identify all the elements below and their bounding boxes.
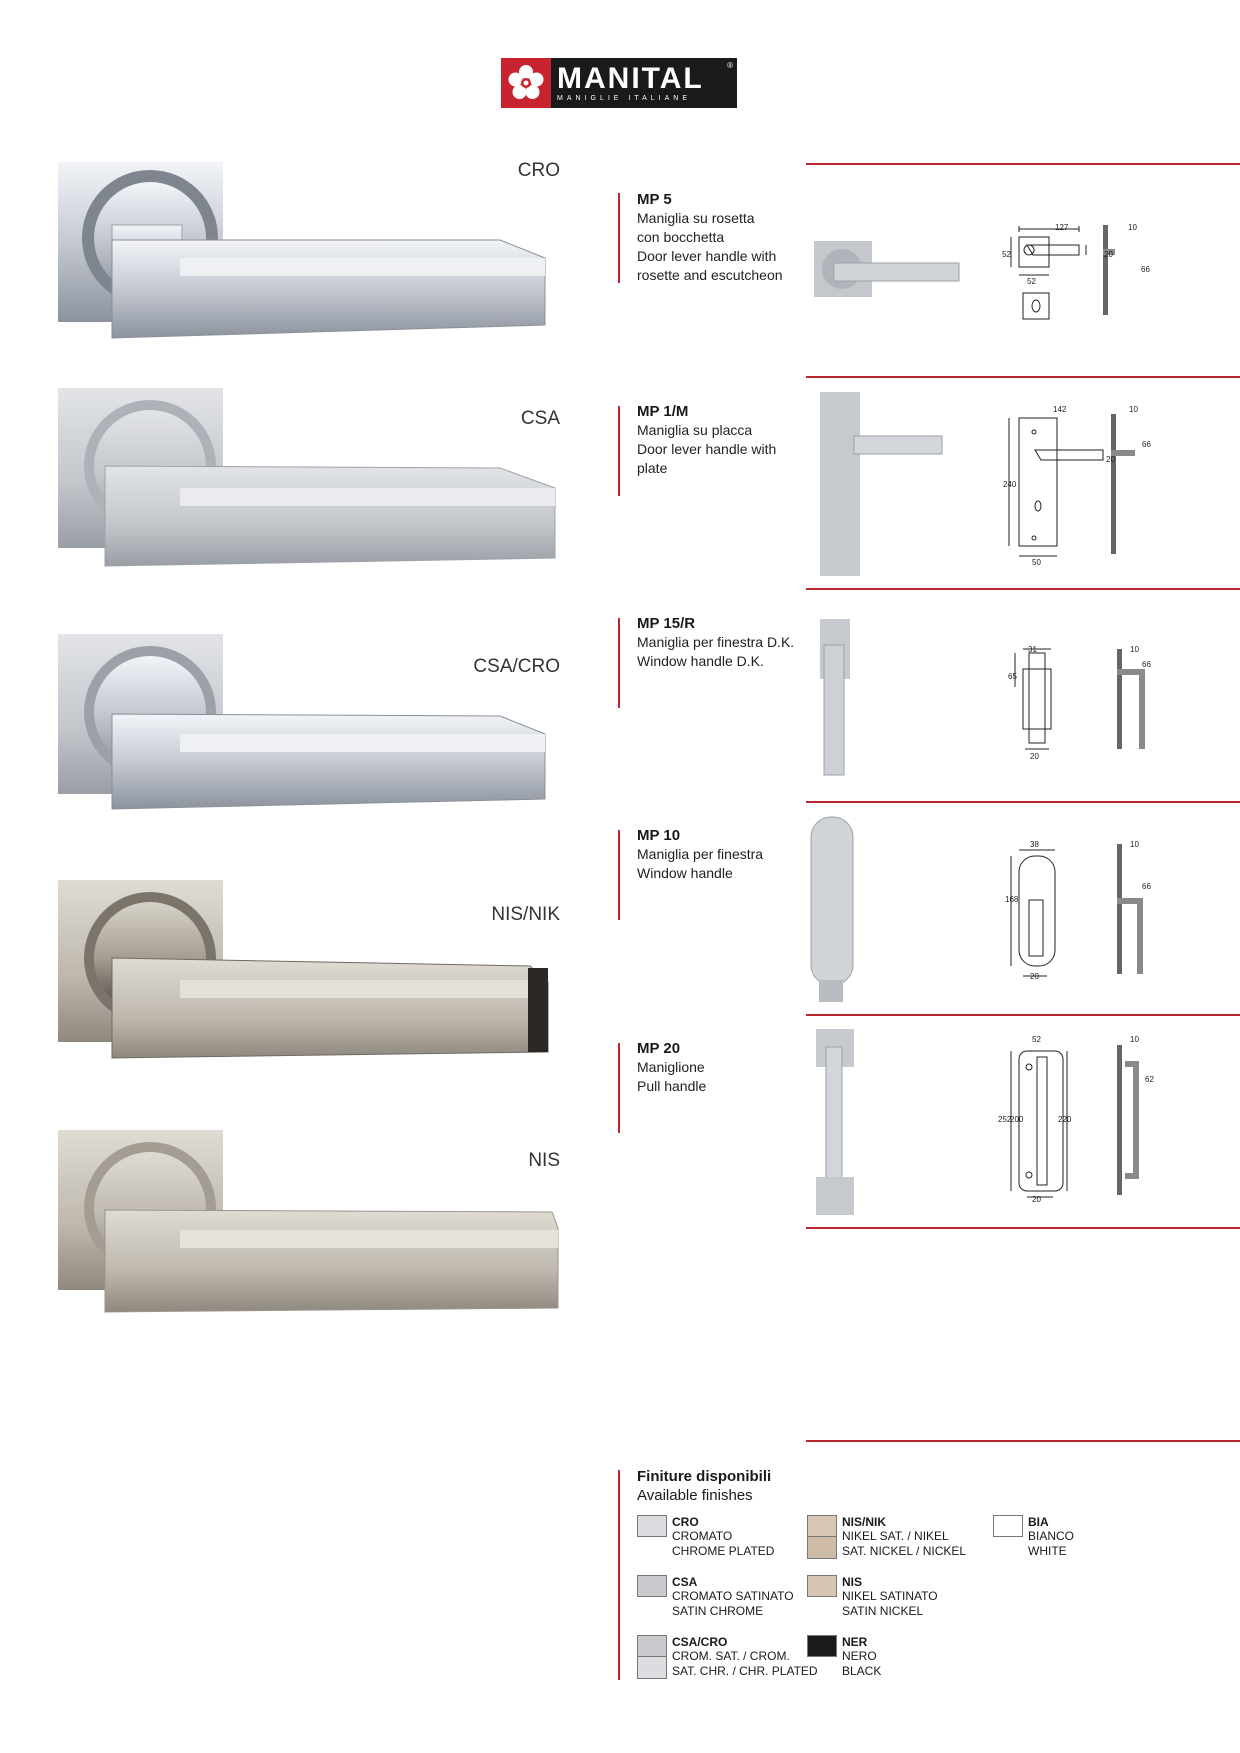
finish-swatch [993, 1515, 1023, 1537]
finish-item-bia [993, 1515, 1074, 1559]
product-desc-line: rosette and escutcheon [637, 267, 783, 283]
dimension-label: 52 [1032, 1035, 1041, 1044]
dimension-label: 20 [1032, 1195, 1041, 1204]
product-desc-line: Maniglia su rosetta [637, 210, 755, 226]
product-desc-line: Maniglia su placca [637, 422, 753, 438]
dimension-label: 31 [1028, 645, 1037, 654]
product-marker [618, 193, 620, 283]
dimension-label: 50 [1032, 558, 1041, 567]
dimension-label: 20 [1030, 972, 1039, 981]
product-desc-line: Maniglia per finestra [637, 846, 764, 862]
finish-swatch [637, 1575, 667, 1597]
separator [806, 1227, 1240, 1229]
product-thumb-mp1m [818, 388, 948, 578]
dimension-label: 65 [1008, 672, 1017, 681]
dimension-label: 52 [1002, 250, 1011, 259]
dimension-label: 240 [1003, 480, 1017, 489]
product-code: MP 5 [637, 191, 672, 208]
dimension-label: 10 [1130, 840, 1139, 849]
separator [806, 588, 1240, 590]
product-mp5 [637, 191, 807, 285]
product-marker [618, 618, 620, 708]
drawing-mp20 [1005, 1045, 1155, 1205]
handle-photo-cro [58, 162, 545, 338]
finish-code: CSA/CRO [672, 1635, 728, 1649]
finish-label-csa: CSA [520, 408, 560, 429]
finish-name-en: WHITE [1028, 1544, 1067, 1558]
finishes-marker [618, 1470, 620, 1680]
brand-tagline: MANIGLIE ITALIANE [557, 94, 691, 102]
separator [806, 801, 1240, 803]
product-mp10 [637, 827, 807, 883]
finish-swatch [637, 1635, 667, 1657]
finish-name-en: SAT. CHR. / CHR. PLATED [672, 1664, 818, 1678]
drawing-mp15r [1005, 645, 1155, 755]
finish-item-nis [807, 1575, 938, 1619]
product-marker [618, 830, 620, 920]
dimension-label: 66 [1141, 265, 1150, 274]
finish-swatch [807, 1515, 837, 1537]
separator [806, 1014, 1240, 1016]
dimension-label: 38 [1030, 840, 1039, 849]
finish-label-nis: NIS [528, 1150, 560, 1171]
product-thumb-mp15r [812, 615, 872, 780]
dimension-label: 10 [1130, 1035, 1139, 1044]
separator [806, 376, 1240, 378]
dimension-label: 127 [1055, 223, 1069, 232]
finish-name-en: SATIN CHROME [672, 1604, 764, 1618]
finish-name-en: BLACK [842, 1664, 882, 1678]
finish-code: NIS/NIK [842, 1515, 887, 1529]
finish-item-cro [637, 1515, 774, 1559]
product-marker [618, 1043, 620, 1133]
finish-item-ner [807, 1635, 881, 1679]
product-mp15r [637, 615, 807, 671]
product-thumb-mp20 [812, 1027, 882, 1222]
finish-name-it: CROMATO SATINATO [672, 1589, 794, 1603]
finish-name-it: CROMATO [672, 1529, 733, 1543]
finish-name-it: BIANCO [1028, 1529, 1075, 1543]
dimension-label: 168 [1005, 895, 1019, 904]
handle-photos [0, 140, 600, 1390]
finish-name-it: NIKEL SAT. / NIKEL [842, 1529, 949, 1543]
finishes-title-it: Finiture disponibili [637, 1468, 772, 1485]
dimension-label: 52 [1027, 277, 1036, 286]
dimension-label: 20 [1030, 752, 1039, 761]
finish-code: NIS [842, 1575, 863, 1589]
product-desc-line: Window handle [637, 865, 733, 881]
product-code: MP 20 [637, 1040, 681, 1057]
product-desc-line: Maniglia per finestra D.K. [637, 634, 795, 650]
product-desc-line: Window handle D.K. [637, 653, 764, 669]
flower-logo-icon [501, 58, 551, 108]
finishes-title [637, 1467, 771, 1505]
dimension-label: 10 [1128, 223, 1137, 232]
dimension-label: 66 [1142, 440, 1151, 449]
separator [806, 1440, 1240, 1442]
drawing-mp5 [1005, 223, 1115, 328]
dimension-label: 252 [998, 1115, 1012, 1124]
dimension-label: 62 [1145, 1075, 1154, 1084]
finish-swatch [807, 1537, 837, 1559]
finish-label-nis-nik: NIS/NIK [491, 904, 560, 925]
finish-swatch [637, 1657, 667, 1679]
finish-name-it: NIKEL SATINATO [842, 1589, 938, 1603]
finish-label-csa-cro: CSA/CRO [473, 656, 560, 677]
product-mp1m [637, 403, 807, 478]
finish-code: CSA [672, 1575, 698, 1589]
product-marker [618, 406, 620, 496]
dimension-label: 220 [1058, 1115, 1072, 1124]
finish-name-en: CHROME PLATED [672, 1544, 775, 1558]
finish-item-csa [637, 1575, 794, 1619]
product-desc-line: Door lever handle with plate [637, 441, 777, 476]
product-desc-line: Door lever handle with [637, 248, 777, 264]
dimension-label: 142 [1053, 405, 1067, 414]
product-desc-line: Maniglione [637, 1059, 705, 1075]
finishes-title-en: Available finishes [637, 1487, 753, 1504]
dimension-label: 20 [1106, 455, 1115, 464]
dimension-label: 66 [1142, 660, 1151, 669]
finish-item-csa-cro [637, 1635, 818, 1679]
finish-swatch [807, 1635, 837, 1657]
product-desc-line: con bocchetta [637, 229, 725, 245]
product-desc-line: Pull handle [637, 1078, 707, 1094]
drawing-mp1m [1005, 410, 1135, 560]
product-code: MP 1/M [637, 403, 689, 420]
dimension-label: 200 [1010, 1115, 1024, 1124]
finish-code: NER [842, 1635, 868, 1649]
product-code: MP 10 [637, 827, 681, 844]
brand-logo [501, 58, 737, 108]
dimension-label: 66 [1142, 882, 1151, 891]
brand-name: MANITAL [557, 61, 704, 95]
registered-mark: ® [727, 61, 733, 70]
finish-name-en: SAT. NICKEL / NICKEL [842, 1544, 967, 1558]
product-code: MP 15/R [637, 615, 696, 632]
finish-name-it: NERO [842, 1649, 877, 1663]
finish-swatch [807, 1575, 837, 1597]
finish-label-cro: CRO [517, 160, 560, 181]
finish-item-nis-nik [807, 1515, 966, 1559]
finish-code: BIA [1028, 1515, 1049, 1529]
dimension-label: 10 [1130, 645, 1139, 654]
dimension-label: 10 [1129, 405, 1138, 414]
dimension-label: 20 [1104, 250, 1113, 259]
finish-swatch [637, 1515, 667, 1537]
drawing-mp10 [1005, 840, 1155, 980]
finish-name-it: CROM. SAT. / CROM. [672, 1649, 790, 1663]
product-thumb-mp5 [812, 235, 962, 305]
product-thumb-mp10 [805, 815, 875, 1005]
product-mp20 [637, 1040, 807, 1096]
finish-name-en: SATIN NICKEL [842, 1604, 924, 1618]
separator [806, 163, 1240, 165]
finish-code: CRO [672, 1515, 699, 1529]
